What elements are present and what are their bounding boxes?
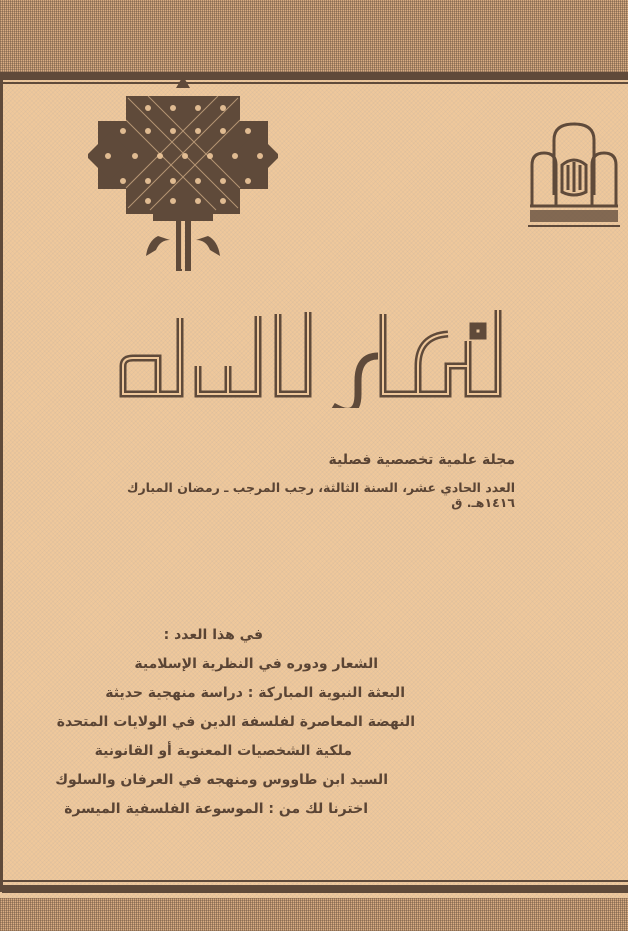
bottom-rule-thin bbox=[2, 880, 628, 882]
toc-item: ملكية الشخصيات المعنوية أو القانونية bbox=[94, 743, 352, 759]
top-border-band bbox=[0, 0, 628, 72]
knot-ornament-icon bbox=[88, 76, 278, 271]
bottom-border-band bbox=[0, 898, 628, 931]
left-edge-rule bbox=[0, 72, 3, 892]
toc-item: النهضة المعاصرة لفلسفة الدين في الولايات المتحدة bbox=[56, 714, 415, 730]
toc-heading: في هذا العدد : bbox=[163, 627, 263, 643]
toc-item: البعثة النبوية المباركة : دراسة منهجية حديثة bbox=[105, 685, 405, 701]
bottom-rule bbox=[2, 885, 628, 893]
magazine-title-graphic bbox=[118, 296, 518, 408]
magazine-subtitle: مجلة علمية تخصصية فصلية bbox=[328, 452, 515, 468]
toc-item: اخترنا لك من : الموسوعة الفلسفية الميسرة bbox=[64, 801, 368, 817]
issue-info: العدد الحادي عشر، السنة الثالثة، رجب المرجب ـ رمضان المبارك ١٤١٦هـ. ق bbox=[127, 480, 515, 510]
arches-logo-icon bbox=[524, 120, 624, 232]
table-of-contents bbox=[55, 624, 415, 826]
toc-item: السيد ابن طاووس ومنهجه في العرفان والسلوك bbox=[55, 772, 388, 788]
toc-item: الشعار ودوره في النظرية الإسلامية bbox=[134, 656, 378, 672]
magazine-title-text: الفكر الإسلامي bbox=[118, 296, 125, 297]
magazine-title-block bbox=[118, 296, 518, 408]
